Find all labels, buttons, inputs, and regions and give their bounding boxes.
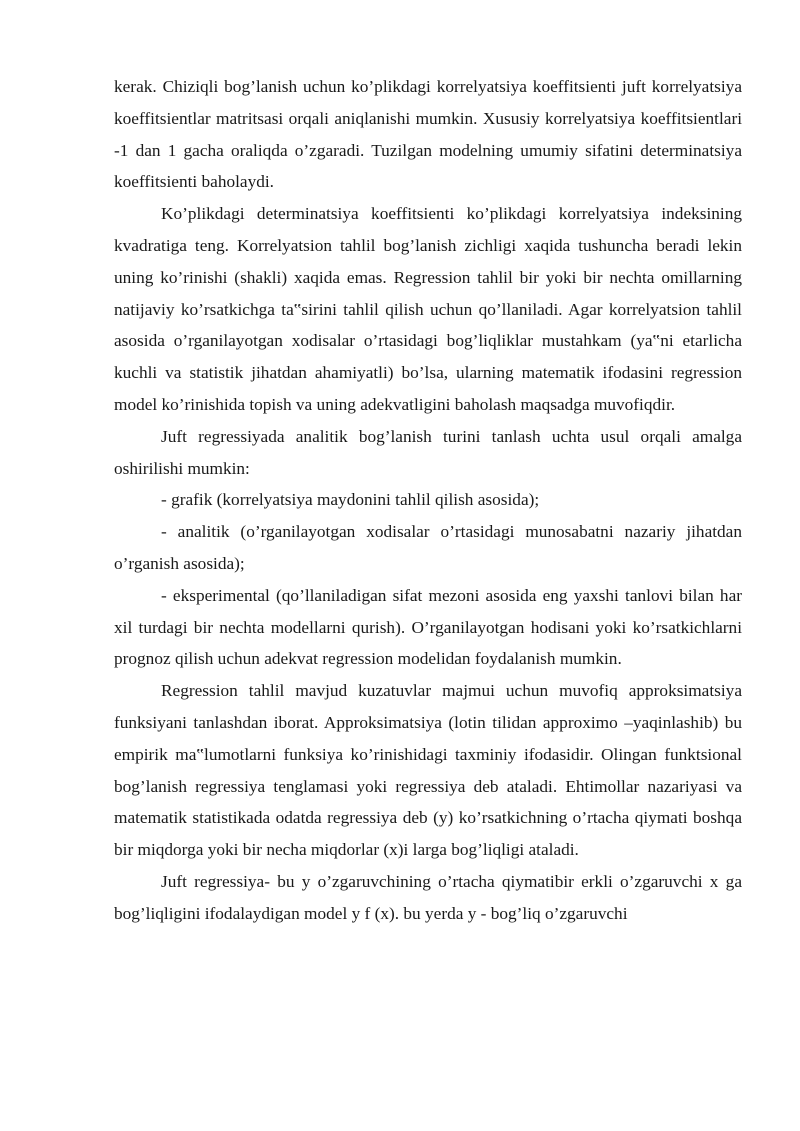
list-item: - analitik (o’rganilayotgan xodisalar o’rtasidagi munosabatni nazariy jihatdan o’rganish asosida);: [114, 522, 742, 573]
paragraph: Regression tahlil mavjud kuzatuvlar majmui uchun muvofiq approksimatsiya funksiyani tanlashdan iborat. Approksimatsiya (lotin tilidan approximo –yaqinlashib) bu empirik ma‟lumotlarni funksiya ko’rinishidagi taxminiy ifodasidir. Olingan funktsional bog’lanish regressiya tenglamasi yoki regressiya deb ataladi. Ehtimollar nazariyasi va matematik statistikada odatda regressiya deb (y) ko’rsatkichning o’rtacha qiymati boshqa bir miqdorga yoki bir necha miqdorlar (x)i larga bog’liqligi ataladi.: [114, 681, 742, 860]
paragraph: Juft regressiya- bu y o’zgaruvchining o’rtacha qiymatibir erkli o’zgaruvchi x ga bog’liqligini ifodalaydigan model y f (x). bu yerda y - bog’liq o’zgaruvchi: [114, 871, 742, 923]
paragraph: Juft regressiyada analitik bog’lanish turini tanlash uchta usul orqali amalga oshirilishi mumkin:: [114, 426, 742, 478]
paragraph: kerak. Chiziqli bog’lanish uchun ko’plikdagi korrelyatsiya koeffitsienti juft korrelyatsiya koeffitsientlar matritsasi orqali aniqlanishi mumkin. Xususiy korrelyatsiya koeffitsientlari -1 dan 1 gacha oraliqda o’zgaradi. Tuzilgan modelning umumiy sifatini determinatsiya koeffitsienti baholaydi.: [114, 77, 742, 192]
list-item: - grafik (korrelyatsiya maydonini tahlil qilish asosida);: [161, 490, 540, 510]
paragraph: Ko’plikdagi determinatsiya koeffitsienti ko’plikdagi korrelyatsiya indeksining kvadratiga teng. Korrelyatsion tahlil bog’lanish zichligi xaqida tushuncha beradi lekin uning ko’rinishi (shakli) xaqida emas. Regression tahlil bir yoki bir nechta omillarning natijaviy ko’rsatkichga ta‟sirini tahlil qilish uchun qo’llaniladi. Agar korrelyatsion tahlil asosida o’rganilayotgan xodisalar o’rtasidagi bog’liqliklar mustahkam (ya‟ni etarlicha kuchli va statistik jihatdan ahamiyatli) bo’lsa, ularning matematik ifodasini regression model ko’rinishida topish va uning adekvatligini baholash maqsadga muvofiqdir.: [114, 204, 742, 414]
body-text: [114, 71, 742, 930]
list-item: - eksperimental (qo’llaniladigan sifat mezoni asosida eng yaxshi tanlovi bilan har xil turdagi bir nechta modellarni qurish). O’rganilayotgan hodisani yoki ko’rsatkichlarni prognoz qilish uchun adekvat regression modelidan foydalanish mumkin.: [114, 585, 742, 669]
